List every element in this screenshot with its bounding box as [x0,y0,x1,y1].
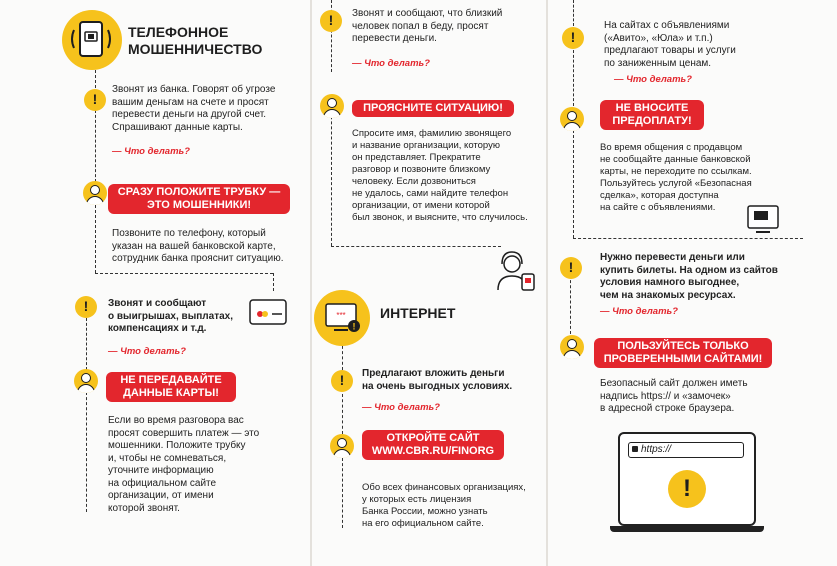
scenario-text: Предлагают вложить деньги на очень выгодных условиях. [362,368,513,392]
operator-icon [494,250,538,299]
advice-text: Обо всех финансовых организациях, у которых есть лицензия Банка России, можно узнать на его официальном сайте. [362,482,526,529]
advice-banner: НЕ ВНОСИТЕ ПРЕДОПЛАТУ! [600,100,704,130]
alert-icon [560,257,582,279]
computer-alert-icon [314,290,370,346]
scenario-text: Звонят и сообщают о выигрышах, выплатах, компенсациях и т.д. [108,298,233,334]
advisor-avatar-icon [560,107,584,131]
dashed-connector [273,273,274,291]
advice-text: Если во время разговора вас просят совершить платеж — это мошенники. Положите трубку и, чтобы не сомневаться, уточните информацию на официальном сайте организации, от имени которой звонят. [108,415,260,514]
panel-phone-fraud [0,0,310,566]
section-title: ИНТЕРНЕТ [380,305,456,321]
advisor-avatar-icon [560,335,584,359]
scenario-text: На сайтах с объявлениями («Авито», «Юла» и т.п.) предлагают товары и услуги по заниженным ценам. [604,20,736,69]
alert-icon: ! [668,470,706,508]
panel-internet [312,0,546,566]
what-to-do-label: — Что делать? [108,346,186,357]
alert-icon [562,27,584,49]
dashed-connector [95,273,273,274]
dashed-connector [342,458,343,528]
dashed-connector [573,130,574,238]
dashed-connector [95,205,96,273]
alert-icon [331,370,353,392]
alert-icon [84,89,106,111]
panel-ads [548,0,837,566]
advice-banner: ПРОЯСНИТЕ СИТУАЦИЮ! [352,100,514,117]
dashed-connector [573,0,574,26]
dashed-connector [573,50,574,106]
advice-banner: СРАЗУ ПОЛОЖИТЕ ТРУБКУ — ЭТО МОШЕННИКИ! [108,184,290,214]
advice-banner: ПОЛЬЗУЙТЕСЬ ТОЛЬКО ПРОВЕРЕННЫМИ САЙТАМИ! [594,338,772,368]
dashed-connector [86,392,87,512]
browser-window-icon [618,432,756,526]
card-icon [248,292,294,337]
advice-text: Безопасный сайт должен иметь надпись https:// и «замочек» в адресной строке браузера. [600,378,748,414]
what-to-do-label: — Что делать? [362,402,440,413]
advisor-avatar-icon [74,369,98,393]
dashed-connector [331,96,332,246]
phone-icon [62,10,122,70]
dashed-connector [95,70,96,88]
dashed-connector [86,318,87,370]
advisor-avatar-icon [320,94,344,118]
advice-text: Во время общения с продавцом не сообщайте данные банковской карты, не переходите по ссылкам. Пользуйтесь услугой «Безопасная сделка», которая доступна на сайте с объявлениями. [600,142,752,213]
alert-icon [320,10,342,32]
alert-icon [75,296,97,318]
advisor-avatar-icon [330,434,354,458]
scenario-text: Звонят из банка. Говорят об угрозе вашим деньгам на счете и просят перевести деньги на другой счет. Спрашивают данные карты. [112,84,276,133]
advisor-avatar-icon [83,181,107,205]
what-to-do-label: — Что делать? [600,306,678,317]
section-title: ТЕЛЕФОННОЕ МОШЕННИЧЕСТВО [128,24,263,57]
svg-text:***: *** [336,311,346,320]
dashed-connector [342,394,343,434]
advice-text: Позвоните по телефону, который указан на вашей банковской карте, сотрудник банка прояснит ситуацию. [112,228,284,264]
laptop-base [610,526,764,532]
what-to-do-label: — Что делать? [614,74,692,85]
advice-banner: НЕ ПЕРЕДАВАЙТЕ ДАННЫЕ КАРТЫ! [106,372,236,402]
advice-banner: ОТКРОЙТЕ САЙТ WWW.CBR.RU/FINORG [362,430,504,460]
scenario-text: Звонят и сообщают, что близкий человек попал в беду, просят перевести деньги. [352,8,503,44]
what-to-do-label: — Что делать? [112,146,190,157]
url-text: https:// [641,444,672,455]
address-bar [628,442,744,458]
dashed-connector [95,110,96,182]
padlock-icon [632,446,638,452]
dashed-connector [331,246,501,247]
dashed-connector [570,270,571,334]
scenario-text: Нужно перевести деньги или купить билеты. На одном из сайтов условия намного выгоднее, чем на знакомых ресурсах. [600,252,778,301]
svg-text:!: ! [352,321,356,332]
what-to-do-label: — Что делать? [352,58,430,69]
hacker-screen-icon [744,202,784,243]
advice-text: Спросите имя, фамилию звонящего и название организации, которую он представляет. Прекратите разговор и позвоните близкому человеку. Если дозвониться не удалось, сами найдите телефон организации, от имени которой был звонок, и выясните, что случилось. [352,128,528,223]
